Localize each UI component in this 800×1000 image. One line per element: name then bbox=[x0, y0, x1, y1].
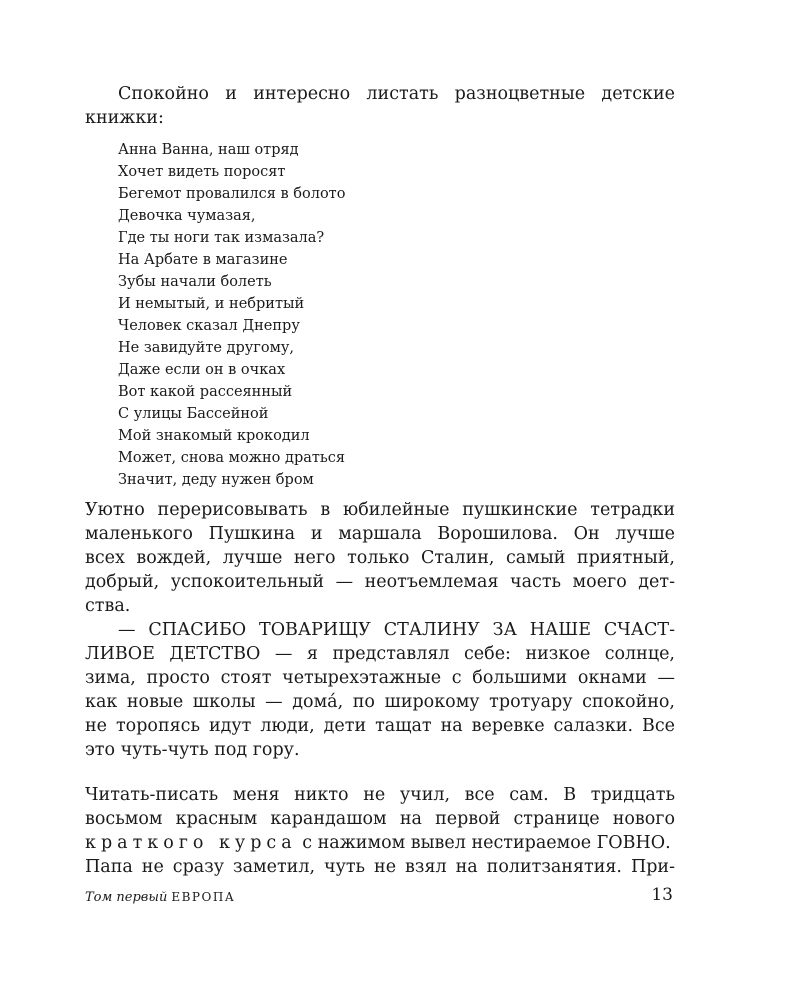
paragraph-line: — СПАСИБО ТОВАРИЩУ СТАЛИНУ ЗА НАШЕ СЧАСТ- bbox=[118, 620, 675, 640]
running-footer bbox=[85, 888, 235, 907]
paragraph-line: ЛИВОЕ ДЕТСТВО — я представлял себе: низкое солнце, bbox=[85, 644, 675, 664]
verse-line: Вот какой рассеянный bbox=[118, 384, 293, 400]
paragraph-line: ства. bbox=[85, 596, 131, 616]
paragraph-line: Уютно перерисовывать в юбилейные пушкинские тетрадки bbox=[85, 500, 675, 520]
paragraph-line: маленького Пушкина и маршала Ворошилова. Он лучше bbox=[85, 524, 675, 544]
verse-line: И немытый, и небритый bbox=[118, 296, 305, 312]
spaced-phrase: краткого курса bbox=[85, 833, 297, 853]
page-number: 13 bbox=[651, 885, 673, 905]
paragraph-line: всех вождей, лучше него только Сталин, самый приятный, bbox=[85, 548, 675, 568]
intro-line: Спокойно и интересно листать разноцветные детские bbox=[118, 84, 675, 104]
section-title: ЕВРОПА bbox=[171, 890, 236, 904]
paragraph-text: с нажимом вывел нестираемое ГОВНО. bbox=[296, 833, 671, 853]
verse-line: Где ты ноги так измазала? bbox=[118, 230, 325, 246]
paragraph-line: это чуть-чуть под гору. bbox=[85, 740, 300, 760]
paragraph-line bbox=[85, 831, 675, 855]
verse-line: Хочет видеть поросят bbox=[118, 164, 286, 180]
verse-line: Человек сказал Днепру bbox=[118, 318, 300, 334]
verse-line: Зубы начали болеть bbox=[118, 274, 272, 290]
paragraph-line: зима, просто стоят четырехэтажные с большими окнами — bbox=[85, 668, 675, 688]
paragraph-line: добрый, успокоительный — неотъемлемая часть моего дет- bbox=[85, 572, 675, 592]
paragraph-line: восьмом красным карандашом на первой странице нового bbox=[85, 809, 675, 829]
paragraph-line: как новые школы — домá, по широкому тротуару спокойно, bbox=[85, 692, 675, 712]
verse-line: Значит, деду нужен бром bbox=[118, 472, 314, 488]
verse-line: Может, снова можно драться bbox=[118, 450, 346, 466]
verse-line: Даже если он в очках bbox=[118, 362, 286, 378]
verse-line: На Арбате в магазине bbox=[118, 252, 288, 268]
volume-title: Том первый bbox=[85, 890, 168, 905]
verse-line: Бегемот провалился в болото bbox=[118, 186, 346, 202]
verse-line: С улицы Бассейной bbox=[118, 406, 269, 422]
verse-line: Не завидуйте другому, bbox=[118, 340, 295, 356]
paragraph-line: Читать-писать меня никто не учил, все сам. В тридцать bbox=[85, 785, 675, 805]
paragraph-line: не торопясь идут люди, дети тащат на веревке салазки. Все bbox=[85, 716, 675, 736]
verse-line: Мой знакомый крокодил bbox=[118, 428, 310, 444]
intro-line: книжки: bbox=[85, 108, 164, 128]
verse-line: Девочка чумазая, bbox=[118, 208, 256, 224]
paragraph-line: Папа не сразу заметил, чуть не взял на политзанятия. При- bbox=[85, 857, 675, 877]
verse-line: Анна Ванна, наш отряд bbox=[118, 142, 299, 158]
